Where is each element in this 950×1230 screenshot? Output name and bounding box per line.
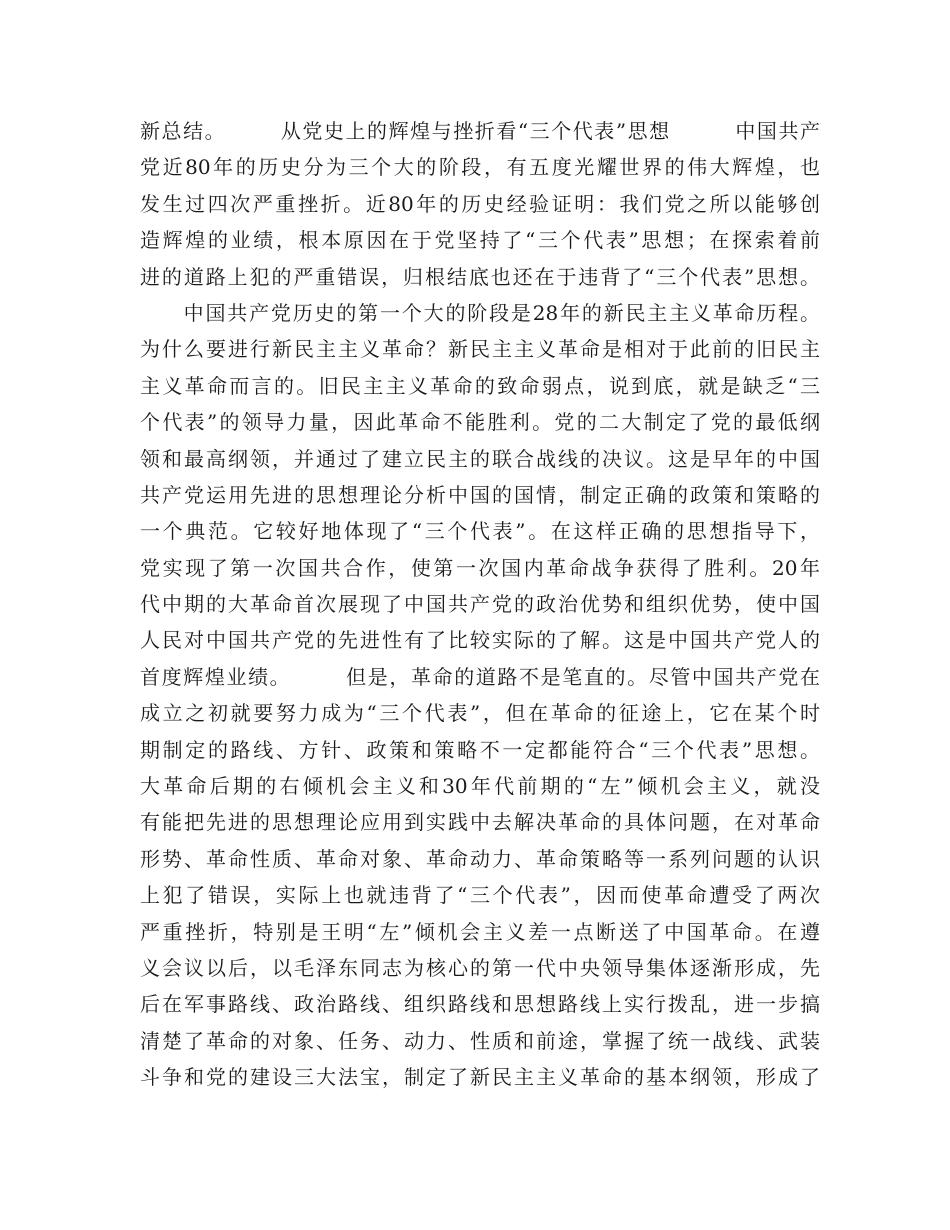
- text-line-9: 个代表”的领导力量，因此革命不能胜利。党的二大制定了党的最低纲: [140, 410, 820, 435]
- text-line-16: 首度辉煌业绩。 但是，革命的道路不是笔直的。尽管中国共产党在: [140, 664, 820, 689]
- text-line-14: 代中期的大革命首次展现了中国共产党的政治优势和组织优势，使中国: [140, 592, 820, 617]
- text-line-12: 一个典范。它较好地体现了“三个代表”。在这样正确的思想指导下，: [140, 519, 820, 544]
- text-line-24: 义会议以后，以毛泽东同志为核心的第一代中央领导集体逐渐形成，先: [140, 955, 820, 980]
- text-line-10: 领和最高纲领，并通过了建立民主的联合战线的决议。这是早年的中国: [140, 446, 820, 471]
- text-line-3: 发生过四次严重挫折。近80年的历史经验证明：我们党之所以能够创: [140, 191, 820, 216]
- text-line-11: 共产党运用先进的思想理论分析中国的国情，制定正确的政策和策略的: [140, 482, 820, 507]
- text-line-26: 清楚了革命的对象、任务、动力、性质和前途，掌握了统一战线、武装: [140, 1028, 820, 1053]
- text-line-25: 后在军事路线、政治路线、组织路线和思想路线上实行拨乱，进一步搞: [140, 992, 820, 1017]
- text-line-18: 期制定的路线、方针、政策和策略不一定都能符合“三个代表”思想。: [140, 737, 820, 762]
- text-line-4: 造辉煌的业绩，根本原因在于党坚持了“三个代表”思想；在探索着前: [140, 228, 820, 253]
- text-line-1: 新总结。 从党史上的辉煌与挫折看“三个代表”思想 中国共产: [140, 119, 820, 143]
- text-line-6: 中国共产党历史的第一个大的阶段是28年的新民主主义革命历程。: [140, 300, 820, 325]
- text-line-23: 严重挫折，特别是王明“左”倾机会主义差一点断送了中国革命。在遵: [140, 919, 820, 944]
- text-line-22: 上犯了错误，实际上也就违背了“三个代表”，因而使革命遭受了两次: [140, 883, 820, 908]
- text-line-19: 大革命后期的右倾机会主义和30年代前期的“左”倾机会主义，就没: [140, 774, 820, 799]
- text-line-15: 人民对中国共产党的先进性有了比较实际的了解。这是中国共产党人的: [140, 628, 820, 653]
- text-line-21: 形势、革命性质、革命对象、革命动力、革命策略等一系列问题的认识: [140, 846, 820, 871]
- text-line-17: 成立之初就要努力成为“三个代表”，但在革命的征途上，它在某个时: [140, 701, 820, 726]
- text-line-7: 为什么要进行新民主主义革命？新民主主义革命是相对于此前的旧民主: [140, 337, 820, 362]
- text-line-27: 斗争和党的建设三大法宝，制定了新民主主义革命的基本纲领，形成了: [140, 1065, 820, 1090]
- text-line-2: 党近80年的历史分为三个大的阶段，有五度光耀世界的伟大辉煌，也: [140, 155, 820, 180]
- body-text: [140, 113, 820, 1096]
- text-line-20: 有能把先进的思想理论应用到实践中去解决革命的具体问题，在对革命: [140, 810, 820, 835]
- text-line-13: 党实现了第一次国共合作，使第一次国内革命战争获得了胜利。20年: [140, 555, 820, 580]
- text-line-8: 主义革命而言的。旧民主主义革命的致命弱点，说到底，就是缺乏“三: [140, 373, 820, 398]
- text-line-5: 进的道路上犯的严重错误，归根结底也还在于违背了“三个代表”思想。: [140, 264, 820, 289]
